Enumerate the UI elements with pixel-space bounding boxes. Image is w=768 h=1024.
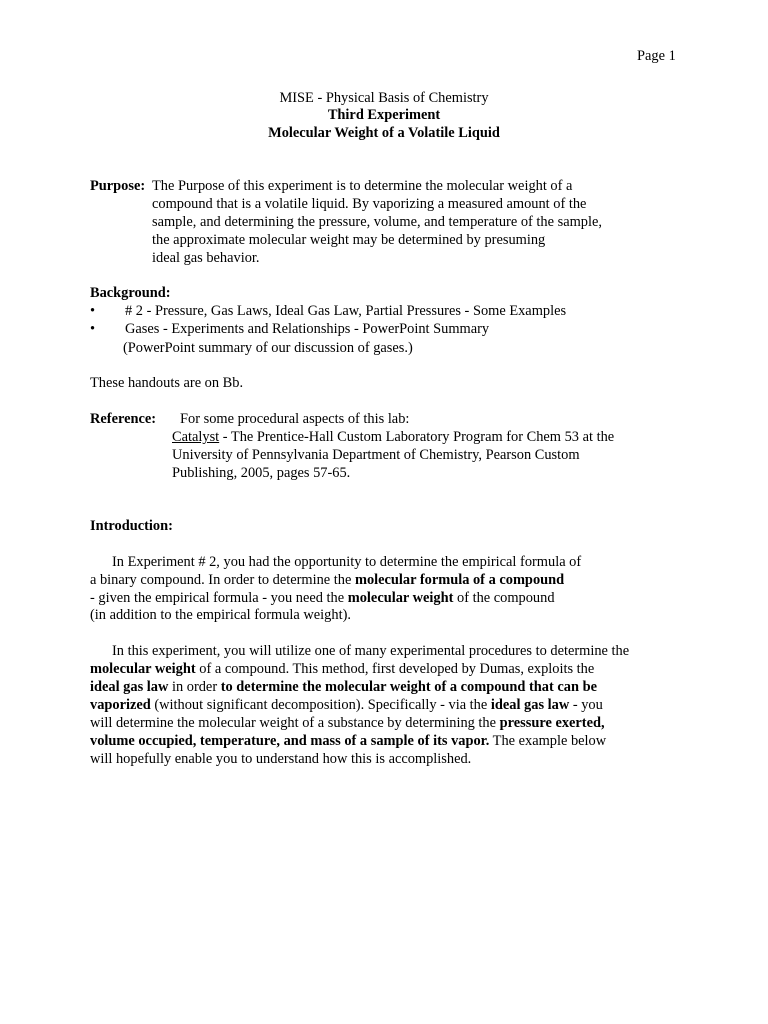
- reference-citation-line: University of Pennsylvania Department of Chemistry, Pearson Custom: [172, 447, 580, 463]
- intro-paragraph-2-line: will determine the molecular weight of a substance by determining the pressure exerted,: [90, 715, 605, 731]
- purpose-line: compound that is a volatile liquid. By vaporizing a measured amount of the: [152, 196, 587, 212]
- intro-paragraph-1-line: a binary compound. In order to determine the molecular formula of a compound: [90, 572, 565, 588]
- reference-book-title: Catalyst: [172, 429, 220, 445]
- intro-paragraph-1-line: (in addition to the empirical formula weight).: [90, 607, 351, 623]
- purpose-line: The Purpose of this experiment is to determine the molecular weight of a: [152, 178, 573, 194]
- introduction-label: Introduction:: [90, 518, 173, 534]
- intro-paragraph-2-line: vaporized (without significant decomposition). Specifically - via the ideal gas law - you: [90, 697, 603, 713]
- handouts-note: These handouts are on Bb.: [90, 375, 244, 391]
- intro-paragraph-2-line: molecular weight of a compound. This method, first developed by Dumas, exploits the: [90, 661, 595, 677]
- reference-citation-line: Publishing, 2005, pages 57-65.: [172, 465, 351, 481]
- intro-paragraph-2-line: volume occupied, temperature, and mass of a sample of its vapor. The example below: [90, 733, 607, 749]
- reference-intro: For some procedural aspects of this lab:: [180, 411, 410, 427]
- intro-paragraph-2-line: will hopefully enable you to understand how this is accomplished.: [90, 751, 472, 767]
- background-note: (PowerPoint summary of our discussion of gases.): [123, 340, 413, 356]
- purpose-label: Purpose:: [90, 178, 146, 194]
- background-item: Gases - Experiments and Relationships - PowerPoint Summary: [125, 321, 490, 337]
- course-title: MISE - Physical Basis of Chemistry: [279, 90, 489, 106]
- purpose-line: the approximate molecular weight may be determined by presuming: [152, 232, 546, 248]
- purpose-line: sample, and determining the pressure, volume, and temperature of the sample,: [152, 214, 602, 230]
- background-item: # 2 - Pressure, Gas Laws, Ideal Gas Law, Partial Pressures - Some Examples: [125, 303, 567, 319]
- page-number: Page 1: [637, 48, 676, 64]
- reference-label: Reference:: [90, 411, 157, 427]
- bullet-icon: •: [90, 321, 96, 337]
- document-title: Molecular Weight of a Volatile Liquid: [268, 125, 500, 141]
- purpose-line: ideal gas behavior.: [152, 250, 260, 266]
- background-label: Background:: [90, 285, 171, 301]
- intro-paragraph-1-line: - given the empirical formula - you need the molecular weight of the compound: [90, 590, 555, 606]
- experiment-number: Third Experiment: [327, 107, 441, 123]
- intro-paragraph-2-line: ideal gas law in order to determine the molecular weight of a compound that can be: [90, 679, 597, 695]
- bullet-icon: •: [90, 303, 96, 319]
- intro-paragraph-1-line: In Experiment # 2, you had the opportunity to determine the empirical formula of: [112, 554, 582, 570]
- intro-paragraph-2-line: In this experiment, you will utilize one of many experimental procedures to determine the: [112, 643, 630, 659]
- reference-citation-line: Catalyst - The Prentice-Hall Custom Laboratory Program for Chem 53 at the: [172, 429, 615, 445]
